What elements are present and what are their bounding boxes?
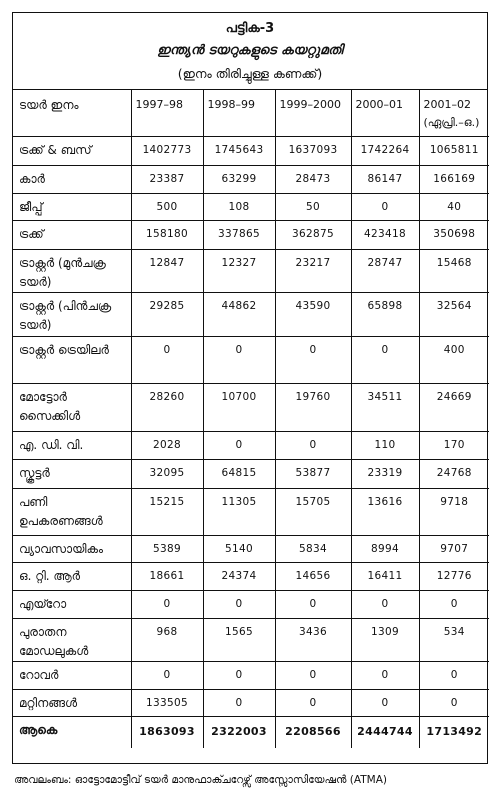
header-row [13,90,489,136]
cell-value: 23217 [275,249,351,292]
cell-value: 8994 [351,535,419,562]
table-row [13,459,489,488]
cell-value: 0 [275,590,351,618]
column-header-year: 1997–98 [131,90,203,136]
cell-value: 1309 [351,618,419,661]
table-row [13,165,489,193]
row-label: സ്കൂട്ടർ [13,459,131,488]
table-unit-note: (ഇനം തിരിച്ചുള്ള കണക്ക്) [177,66,323,81]
row-label: കാർ [13,165,131,193]
row-label: മറ്റിനങ്ങൾ [13,689,131,716]
cell-value: 12327 [203,249,275,292]
cell-value: 0 [203,590,275,618]
cell-value: 65898 [351,292,419,336]
total-value: 1713492 [419,716,489,748]
cell-value: 1637093 [275,136,351,165]
cell-value: 2028 [131,431,203,459]
cell-value: 23387 [131,165,203,193]
row-label: പണി ഉപകരണങ്ങൾ [13,488,131,535]
cell-value: 0 [203,431,275,459]
cell-value: 0 [275,336,351,383]
cell-value: 0 [351,336,419,383]
cell-value: 11305 [203,488,275,535]
cell-value: 5834 [275,535,351,562]
table-row [13,618,489,661]
cell-value: 0 [131,590,203,618]
column-header-year: 2001–02 (ഏപ്രി.–ഒ.) [423,98,480,129]
cell-value: 0 [419,590,489,618]
table-number: പട്ടിക-3 [225,21,275,36]
cell-value: 15705 [275,488,351,535]
table-row [13,249,489,292]
table-row [13,590,489,618]
cell-value: 29285 [131,292,203,336]
row-label: ട്രക്ക് & ബസ് [13,136,131,165]
column-header-year: 2000–01 [351,90,419,136]
cell-value: 0 [275,431,351,459]
cell-value: 9707 [419,535,489,562]
cell-value: 28473 [275,165,351,193]
cell-value: 534 [419,618,489,661]
table-row [13,220,489,249]
cell-value: 110 [351,431,419,459]
cell-value: 0 [351,661,419,689]
table-row [13,488,489,535]
cell-value: 12776 [419,562,489,590]
cell-value: 133505 [131,689,203,716]
cell-value: 337865 [203,220,275,249]
cell-value: 362875 [275,220,351,249]
column-header-type: ടയർ ഇനം [13,90,131,136]
table-row [13,193,489,220]
table-row [13,562,489,590]
table-row [13,535,489,562]
cell-value: 0 [131,336,203,383]
cell-value: 14656 [275,562,351,590]
cell-value: 18661 [131,562,203,590]
cell-value: 968 [131,618,203,661]
cell-value: 24669 [419,383,489,431]
export-table [13,90,489,748]
total-value: 2322003 [203,716,275,748]
cell-value: 44862 [203,292,275,336]
cell-value: 10700 [203,383,275,431]
cell-value: 158180 [131,220,203,249]
cell-value: 108 [203,193,275,220]
cell-value: 53877 [275,459,351,488]
row-label: മോട്ടോർ സൈക്കിൾ [13,383,131,431]
source-note: അവലംബം: ഓട്ടോമോട്ടീവ് ടയർ മാനുഫാക്ചറേഴ്സ് അസ്സോസിയേഷൻ (ATMA) [14,774,388,786]
cell-value: 3436 [275,618,351,661]
cell-value: 170 [419,431,489,459]
cell-value: 28747 [351,249,419,292]
row-label: എയ്റോ [13,590,131,618]
cell-value: 1065811 [419,136,489,165]
cell-value: 40 [419,193,489,220]
cell-value: 34511 [351,383,419,431]
row-label: റോവർ [13,661,131,689]
column-header-year: 1999–2000 [275,90,351,136]
cell-value: 32564 [419,292,489,336]
cell-value: 166169 [419,165,489,193]
table-header-block [13,13,487,90]
cell-value: 5389 [131,535,203,562]
total-label: ആകെ [13,716,131,748]
cell-value: 63299 [203,165,275,193]
total-row [13,716,489,748]
cell-value: 0 [203,336,275,383]
row-label: എ. ഡി. വി. [13,431,131,459]
row-label: വ്യാവസായികം [13,535,131,562]
cell-value: 15468 [419,249,489,292]
cell-value: 86147 [351,165,419,193]
cell-value: 1742264 [351,136,419,165]
cell-value: 0 [351,590,419,618]
cell-value: 0 [351,193,419,220]
cell-value: 32095 [131,459,203,488]
cell-value: 0 [419,661,489,689]
row-label: ട്രാക്റ്റർ (പിൻചക്ര ടയർ) [13,292,131,336]
cell-value: 28260 [131,383,203,431]
cell-value: 43590 [275,292,351,336]
cell-value: 13616 [351,488,419,535]
cell-value: 0 [203,661,275,689]
table-row [13,136,489,165]
row-label: ട്രാക്റ്റർ (മുൻചക്ര ടയർ) [13,249,131,292]
cell-value: 0 [275,661,351,689]
cell-value: 423418 [351,220,419,249]
row-label: ഒ. റ്റി. ആർ [13,562,131,590]
cell-value: 1402773 [131,136,203,165]
cell-value: 5140 [203,535,275,562]
table-row [13,383,489,431]
table-row [13,292,489,336]
table-row [13,689,489,716]
total-value: 2208566 [275,716,351,748]
row-label: ട്രക്ക് [13,220,131,249]
cell-value: 15215 [131,488,203,535]
cell-value: 24768 [419,459,489,488]
table-row [13,661,489,689]
cell-value: 0 [203,689,275,716]
cell-value: 1565 [203,618,275,661]
cell-value: 0 [275,689,351,716]
cell-value: 23319 [351,459,419,488]
cell-value: 0 [419,689,489,716]
cell-value: 12847 [131,249,203,292]
cell-value: 9718 [419,488,489,535]
cell-value: 350698 [419,220,489,249]
column-header-year: 1998–99 [203,90,275,136]
cell-value: 1745643 [203,136,275,165]
cell-value: 0 [131,661,203,689]
cell-value: 64815 [203,459,275,488]
cell-value: 24374 [203,562,275,590]
table-frame [12,12,488,764]
cell-value: 50 [275,193,351,220]
cell-value: 16411 [351,562,419,590]
cell-value: 0 [351,689,419,716]
table-row [13,336,489,383]
table-title: ഇന്ത്യൻ ടയറുകളുടെ കയറ്റുമതി [157,43,343,58]
table-row [13,431,489,459]
row-label: ട്രാക്റ്റർ ട്രെയിലർ [13,336,131,383]
cell-value: 400 [419,336,489,383]
total-value: 1863093 [131,716,203,748]
row-label: ജീപ്പ് [13,193,131,220]
total-value: 2444744 [351,716,419,748]
cell-value: 500 [131,193,203,220]
row-label: പുരാതന മോഡലുകൾ [13,618,131,661]
cell-value: 19760 [275,383,351,431]
